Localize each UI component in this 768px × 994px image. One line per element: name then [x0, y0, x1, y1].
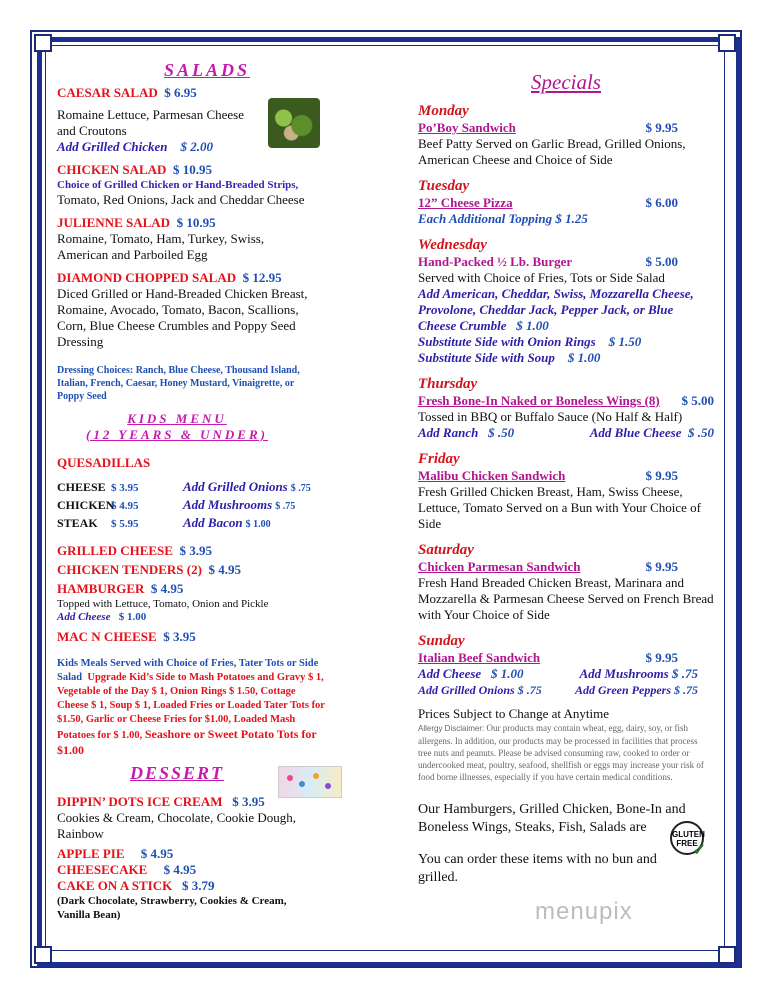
sunday-addons-1: Add Cheese $ 1.00 Add Mushrooms $ .75 [418, 666, 698, 681]
chicken-salad-note: Choice of Grilled Chicken or Hand-Breaded Strips, [57, 179, 299, 191]
wednesday-heading: Wednesday [418, 237, 487, 253]
sunday-heading: Sunday [418, 633, 465, 649]
hamburger: HAMBURGER $ 4.95 [57, 581, 184, 596]
frame-corner [718, 946, 736, 964]
frame-corner [34, 946, 52, 964]
wednesday-addon-cheese: Add American, Cheddar, Swiss, Mozzarella Cheese, Provolone, Cheddar Jack, Pepper Jack, or Blue Cheese Crumble $ 1.00 [418, 286, 694, 333]
dessert-title: DESSERT [129, 763, 225, 783]
chicken-tenders: CHICKEN TENDERS (2) $ 4.95 [57, 562, 241, 577]
chicken-salad: CHICKEN SALAD $ 10.95 [57, 162, 212, 177]
right-column [418, 70, 714, 887]
tuesday-special: 12” Cheese Pizza $ 6.00 [418, 195, 678, 210]
gluten-free-block [418, 801, 714, 887]
diamond-salad: DIAMOND CHOPPED SALAD $ 12.95 [57, 270, 282, 285]
tuesday-heading: Tuesday [418, 178, 470, 194]
dressing-choices: Dressing Choices: Ranch, Blue Cheese, Thousand Island, Italian, French, Caesar, Honey Mustard, Vinaigrette, or Poppy Seed [57, 365, 300, 402]
tuesday-addon: Each Additional Topping $ 1.25 [418, 211, 588, 226]
wednesday-addon-rings: Substitute Side with Onion Rings $ 1.50 [418, 334, 642, 349]
quesadilla-row: CHICKEN $ 4.95 Add Mushrooms $ .75 [57, 497, 296, 512]
dippin-dots-logo [278, 766, 342, 798]
diamond-desc: Diced Grilled or Hand-Breaded Chicken Breast, Romaine, Avocado, Tomato, Bacon, Scallions, Corn, Blue Cheese Crumbles and Poppy Seed Dressing [57, 286, 308, 349]
thursday-special: Fresh Bone-In Naked or Boneless Wings (8) $ 5.00 [418, 393, 714, 408]
thursday-desc: Tossed in BBQ or Buffalo Sauce (No Half & Half) [418, 409, 683, 424]
cake-on-a-stick: CAKE ON A STICK $ 3.79 [57, 878, 215, 893]
julienne-desc: Romaine, Tomato, Ham, Turkey, Swiss, American and Parboiled Egg [57, 231, 265, 262]
thursday-heading: Thursday [418, 376, 478, 392]
hamburger-desc: Topped with Lettuce, Tomato, Onion and Pickle [57, 598, 269, 610]
sunday-addons-2: Add Grilled Onions $ .75 Add Green Peppers $ .75 [418, 683, 698, 697]
grilled-cheese: GRILLED CHEESE $ 3.95 [57, 543, 212, 558]
gluten-free-note: Our Hamburgers, Grilled Chicken, Bone-In and Boneless Wings, Steaks, Fish, Salads are [418, 802, 686, 835]
quesadillas-heading: QUESADILLAS [57, 455, 151, 470]
monday-special: Po’Boy Sandwich $ 9.95 [418, 120, 678, 135]
apple-pie: APPLE PIE $ 4.95 [57, 846, 174, 861]
caesar-salad: CAESAR SALAD $ 6.95 [57, 85, 197, 100]
allergy-disclaimer: Allergy Disclaimer: Our products may contain wheat, egg, dairy, soy, or fish allergens. In addition, our products may be processed in facilities that process tree nuts and peanuts. Please be advised consuming raw, cooked to order or undercooked meat, poultry, seafood, shellfish or eggs may increase your risk of food borne illnesses, especially if you have certain medical conditions. [418, 723, 704, 782]
wednesday-desc: Served with Choice of Fries, Tots or Side Salad [418, 270, 665, 285]
mac-n-cheese: MAC N CHEESE $ 3.95 [57, 629, 196, 644]
cheesecake: CHEESECAKE $ 4.95 [57, 862, 197, 877]
specials-title: Specials [531, 70, 601, 94]
wednesday-addon-soup: Substitute Side with Soup $ 1.00 [418, 350, 601, 365]
saturday-special: Chicken Parmesan Sandwich $ 9.95 [418, 559, 678, 574]
saturday-desc: Fresh Hand Breaded Chicken Breast, Marinara and Mozzarella & Parmesan Cheese Served on French Bread with Your Choice of Side [418, 575, 714, 622]
julienne-salad: JULIENNE SALAD $ 10.95 [57, 215, 216, 230]
monday-desc: Beef Patty Served on Garlic Bread, Grilled Onions, American Cheese and Choice of Side [418, 136, 686, 167]
quesadilla-list [57, 479, 357, 533]
dippin-dots: DIPPIN’ DOTS ICE CREAM $ 3.95 [57, 794, 265, 809]
saturday-heading: Saturday [418, 542, 474, 558]
salad-photo [268, 98, 320, 148]
friday-heading: Friday [418, 451, 460, 467]
gluten-free-icon: GLUTEN FREE ✓ [670, 821, 704, 855]
monday-heading: Monday [418, 103, 469, 119]
quesadilla-row: CHEESE $ 3.95 Add Grilled Onions $ .75 [57, 479, 311, 494]
kids-meals-note: Kids Meals Served with Choice of Fries, Tater Tots or Side Salad Upgrade Kid’s Side to Mash Potatoes and Gravy $ 1, Vegetable of the Day $ 1, Onion Rings $ 1.50, Cottage Cheese $ 1, Soup $ 1, Loaded Fries or Loaded Tater Tots for $1.50, Garlic or Cheese Fries for $1.00, Loaded Mash Potatoes for $ 1.00, Seashore or Sweet Potato Tots for $1.00 [57, 658, 325, 757]
frame-corner [34, 34, 52, 52]
chicken-salad-desc: Tomato, Red Onions, Jack and Cheddar Cheese [57, 192, 305, 207]
sunday-special: Italian Beef Sandwich $ 9.95 [418, 650, 678, 665]
friday-desc: Fresh Grilled Chicken Breast, Ham, Swiss Cheese, Lettuce, Tomato Served on a Bun with Your Choice of Side [418, 484, 702, 531]
dippin-dots-desc: Cookies & Cream, Chocolate, Cookie Dough, Rainbow [57, 810, 297, 841]
menupix-watermark: menupix [535, 898, 633, 925]
frame-corner [718, 34, 736, 52]
cake-desc: (Dark Chocolate, Strawberry, Cookies & Cream, Vanilla Bean) [57, 895, 287, 921]
no-bun-note: You can order these items with no bun and grilled. [418, 852, 657, 885]
caesar-desc: Romaine Lettuce, Parmesan Cheese and Croutons [57, 107, 244, 138]
friday-special: Malibu Chicken Sandwich $ 9.95 [418, 468, 678, 483]
caesar-addon: Add Grilled Chicken $ 2.00 [57, 139, 214, 154]
checkmark-icon: ✓ [692, 842, 706, 859]
kids-menu-title: KIDS MENU [127, 411, 227, 426]
prices-note: Prices Subject to Change at Anytime [418, 706, 609, 721]
hamburger-addon: Add Cheese $ 1.00 [57, 611, 147, 623]
salads-title: SALADS [163, 60, 251, 80]
kids-menu-subtitle: (12 YEARS & UNDER) [86, 427, 268, 442]
thursday-addons: Add Ranch $ .50 Add Blue Cheese $ .50 [418, 425, 714, 440]
wednesday-special: Hand-Packed ½ Lb. Burger $ 5.00 [418, 254, 678, 269]
left-column [57, 60, 357, 922]
quesadilla-row: STEAK $ 5.95 Add Bacon $ 1.00 [57, 515, 271, 530]
